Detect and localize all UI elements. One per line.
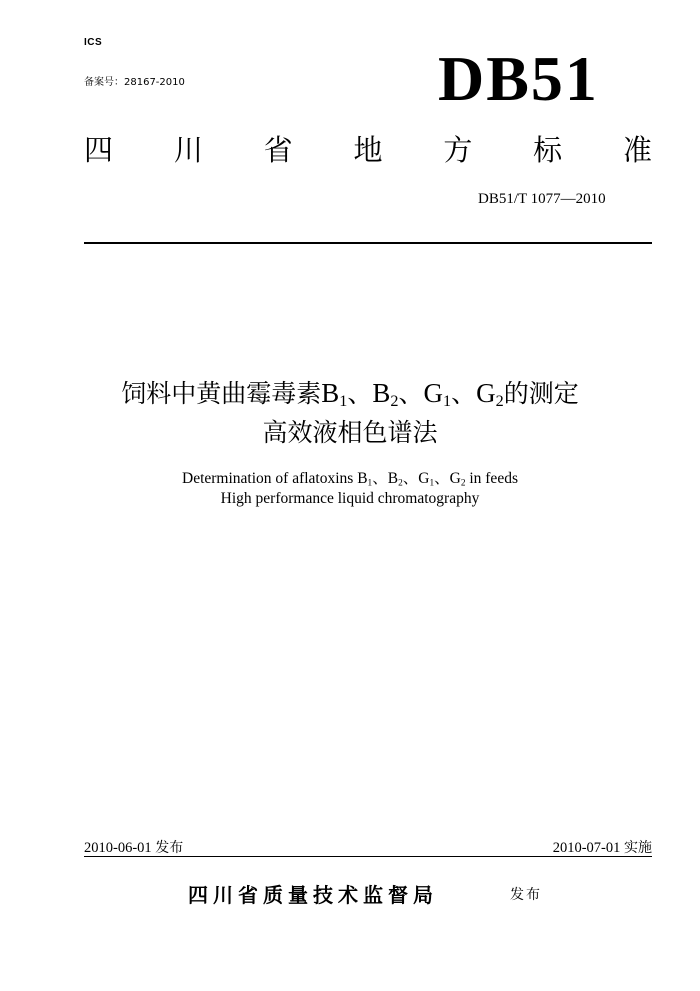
- standard-type-char: 地: [353, 133, 383, 167]
- separator: 、: [347, 379, 373, 408]
- title-cn-line2: 高效液相色谱法: [262, 418, 438, 447]
- title-cn-prefix: 饲料中黄曲霉毒素: [121, 379, 322, 408]
- title-item: $B_1$: [321, 378, 348, 411]
- title-item: $G_2$: [449, 470, 466, 489]
- implement-label: 实施: [624, 840, 652, 856]
- title-item: $G_2$: [476, 378, 504, 411]
- issuer-suffix: 发布: [510, 887, 542, 903]
- record-number: 备案号：28167-2010: [84, 77, 185, 88]
- header-divider: [84, 242, 652, 244]
- publish-date: [84, 837, 183, 857]
- standard-type-char: 准: [622, 133, 652, 167]
- separator: 、: [451, 379, 477, 408]
- separator: 、: [402, 470, 419, 487]
- title-item: $B_1$: [357, 470, 373, 489]
- separator: 、: [372, 470, 388, 487]
- title-item: $B_2$: [387, 470, 403, 489]
- standard-type-char: 方: [443, 133, 473, 167]
- publish-label: 发布: [155, 840, 184, 856]
- title-cn-line1: [0, 374, 700, 411]
- standard-type-char: 川: [173, 133, 203, 167]
- title-item: $G_1$: [423, 378, 452, 411]
- implement-date: [496, 837, 652, 857]
- title-item: $G_1$: [418, 470, 435, 489]
- ics-label: ICS: [84, 37, 103, 48]
- standard-type-char: 标: [533, 133, 563, 167]
- footer-divider: [84, 856, 652, 857]
- implement-date-value: 2010-07-01: [552, 840, 621, 856]
- publish-date-value: 2010-06-01: [84, 840, 152, 856]
- standard-type-char: 四: [84, 133, 114, 167]
- title-en-line2: High performance liquid chromatography: [220, 490, 480, 507]
- title-item: $B_2$: [372, 378, 399, 411]
- title-en-suffix: in feeds: [465, 470, 518, 487]
- standard-logo: DB51: [438, 43, 599, 114]
- title-en-prefix: Determination of aflatoxins: [182, 470, 358, 487]
- title-cn-suffix: 的测定: [503, 379, 579, 408]
- standard-type-char: 省: [263, 133, 293, 167]
- issuer-name: 四川省质量技术监督局: [188, 883, 438, 907]
- standard-type: [84, 128, 652, 169]
- standard-code: DB51/T 1077—2010: [478, 191, 606, 207]
- separator: 、: [434, 470, 450, 487]
- separator: 、: [398, 379, 424, 408]
